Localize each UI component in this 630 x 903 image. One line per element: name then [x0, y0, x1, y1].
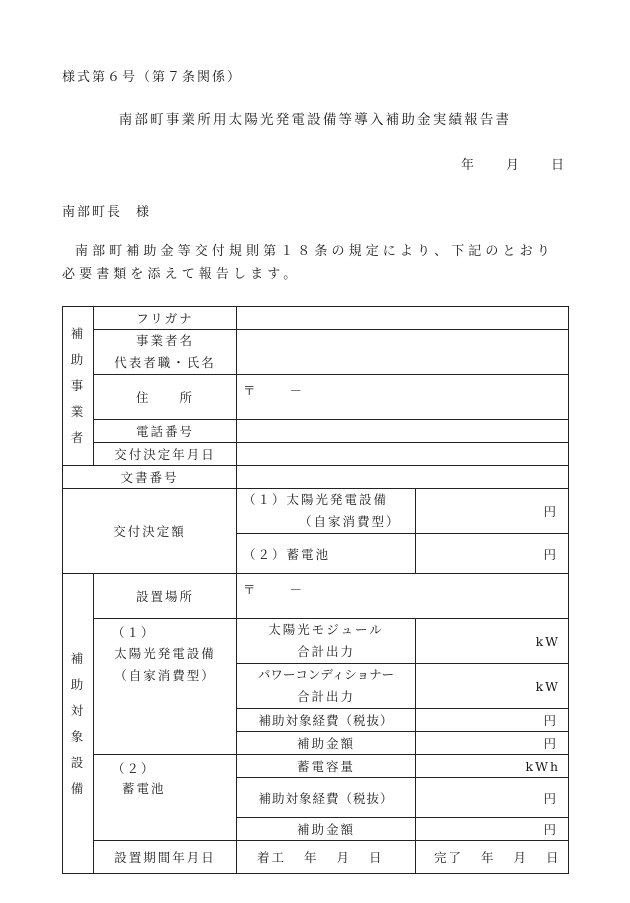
pcs-output-field[interactable]: kW: [416, 664, 569, 709]
furigana-label: フリガナ: [94, 307, 237, 330]
document-number-field[interactable]: [237, 466, 569, 489]
form-number: 様式第６号（第７条関係）: [62, 70, 243, 85]
date-year: 年: [460, 158, 474, 173]
battery-grant-field[interactable]: 円: [416, 818, 569, 841]
installation-period-label: 設置期間年月日: [94, 841, 237, 874]
business-name-label: 事業者名 代表者職・氏名: [94, 330, 237, 375]
battery-capacity-field[interactable]: kWh: [416, 755, 569, 778]
battery-grant-label: 補助金額: [237, 818, 416, 841]
battery-cost-field[interactable]: 円: [416, 778, 569, 818]
applicant-group-label: 補 助 事 業 者: [63, 307, 94, 466]
solar-cost-field[interactable]: 円: [416, 709, 569, 732]
page-title: 南部町事業所用太陽光発電設備等導入補助金実績報告書: [118, 112, 512, 128]
grant-decision-date-label: 交付決定年月日: [94, 443, 237, 466]
grant-decision-date-field[interactable]: [237, 443, 569, 466]
module-output-label: 太陽光モジュール 合計出力: [237, 619, 416, 664]
date-month: 月: [505, 158, 519, 173]
module-output-field[interactable]: kW: [416, 619, 569, 664]
address-field[interactable]: 〒 －: [237, 375, 569, 420]
body-text: 南部町補助金等交付規則第１８条の規定により、下記のとおり必要書類を添えて報告します。: [62, 244, 554, 282]
addressee-name: 南部町長: [62, 205, 123, 220]
business-name-field[interactable]: [237, 330, 569, 375]
phone-label: 電話番号: [94, 420, 237, 443]
solar-category: （１） 太陽光発電設備 （自家消費型）: [94, 619, 237, 755]
location-label: 設置場所: [94, 574, 237, 619]
furigana-field[interactable]: [237, 307, 569, 330]
phone-field[interactable]: [237, 420, 569, 443]
address-label: 住 所: [94, 375, 237, 420]
installation-end-field[interactable]: 完了 年 月 日: [416, 841, 569, 874]
grant-battery-amount[interactable]: 円: [416, 534, 569, 574]
battery-capacity-label: 蓄電容量: [237, 755, 416, 778]
battery-category: （２） 蓄電池: [94, 755, 237, 841]
pcs-output-label: パワーコンディショナー 合計出力: [237, 664, 416, 709]
equipment-group-label: 補 助 対 象 設 備: [63, 574, 94, 874]
addressee: [62, 201, 151, 220]
postal-mark-icon: 〒: [243, 582, 258, 597]
document-number-label: 文書番号: [63, 466, 237, 489]
solar-grant-field[interactable]: 円: [416, 732, 569, 755]
grant-item-solar: （１）太陽光発電設備 （自家消費型）: [237, 489, 416, 534]
solar-cost-label: 補助対象経費（税抜）: [237, 709, 416, 732]
grant-item-battery: （２）蓄電池: [237, 534, 416, 574]
report-table: [62, 306, 569, 874]
installation-start-field[interactable]: 着工 年 月 日: [237, 841, 416, 874]
battery-cost-label: 補助対象経費（税抜）: [237, 778, 416, 818]
addressee-honorific: 様: [136, 205, 152, 220]
grant-amount-label: 交付決定額: [63, 489, 237, 574]
date-line: [429, 154, 564, 173]
postal-mark-icon: 〒: [243, 383, 258, 398]
solar-grant-label: 補助金額: [237, 732, 416, 755]
location-field[interactable]: 〒 －: [237, 574, 569, 619]
date-day: 日: [550, 158, 564, 173]
grant-solar-amount[interactable]: 円: [416, 489, 569, 534]
